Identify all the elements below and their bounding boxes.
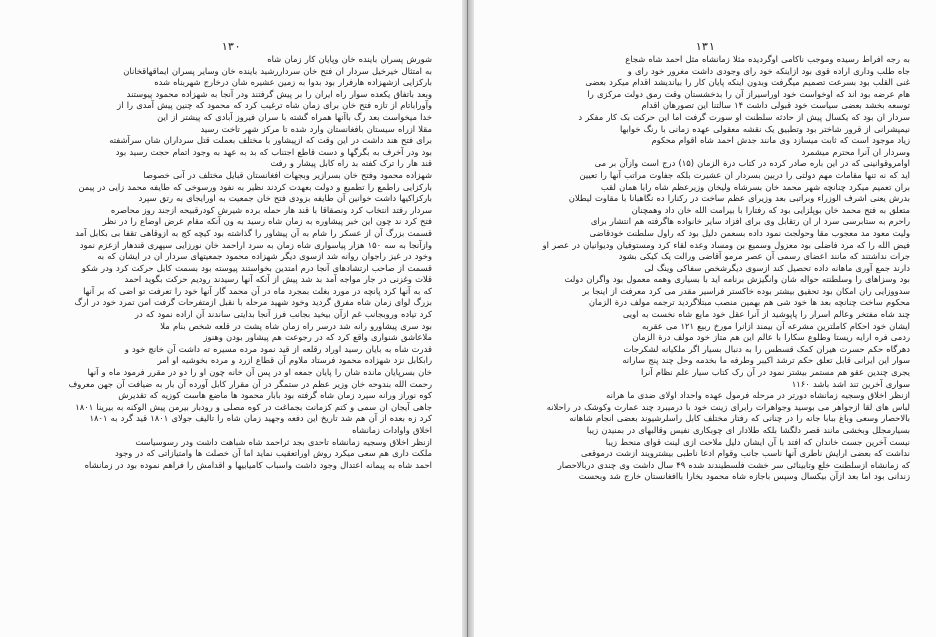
text-line: بسیارمجلل وبخشی مانند قصر دلگشا بلکه طلادار ای چوبکاری نفیس وقالبهای در بمنیدن زیبا <box>586 425 910 435</box>
text-line: چند شاه مفتخر وعالم اسرار را پاپوشید از آنرا عقل خود مایع شاه نخست به اویی <box>622 309 910 320</box>
text-line: جرات نداشتند که مانند اعضای رسمی آن عصر مرمو آقاضی ورالت یک کیکی بشود <box>618 251 910 262</box>
text-line: اید که نه تنها مقامات مهم دولتی را دربین بسردار ان عشیرت بلکه جفاوت مراتب آنها را تعیین <box>579 169 910 180</box>
text-line: هام عرضه بود اند که اوخواست خود اوراسیراز آن را بدخشستان وقت رمق دولت مرکزی را <box>587 88 910 99</box>
text-line: توسعه بخشد بعضی سیاست خود قبولی داشت ۱۴ سالتنا این تصورهان اقدام <box>641 100 910 111</box>
right-page <box>474 0 936 637</box>
text-line: ملاعاشق شنواری واقع کرد که در رجوعت هم پیشاور بودن وهنوز <box>203 332 432 343</box>
text-line: شهزاده محمود وفتح خان بسرازیر وبجهات افغانستان قبایل مختلف در آنی خصوصا <box>143 169 432 180</box>
text-line: وسردار ان آنرا محترم میشمرد <box>801 146 910 157</box>
text-line: کرد تیاده وروبجانب غم ازآن بیخید بجانب فرز آنجا بدایتی ساندند آن اراده نمود که در <box>134 309 432 320</box>
text-line: شورش پسران باینده خان وپایان کار زمان شاه <box>267 54 432 64</box>
text-line: بارکزایی ازشهزاده هارفرار بود بدوا به زمین عشیره شان درخارج شهربناه شده <box>154 77 432 88</box>
text-line: وخود در غیز راجوان روانه شد ازسوی دیگر شهزاده محمود جمعیتهای سردار ان در ایشان که به <box>97 251 432 262</box>
text-line: اوامروقوانینی که در این باره صادر کرده در کتاب درة الزمان (۱۵) درج است وازآن بر می <box>594 158 910 169</box>
text-line: جاه طلب وداری اراده قوی بود ازاینکه خود رای وجودی داشت مغرور خود رای و <box>627 65 910 76</box>
text-line: بزرگ لوای زمان شاه مفرق گردید وخود شهید مرحله با نقبل ازمتفرحات گرفت امن تمرد خود در ارگ <box>74 297 432 308</box>
text-line: وبعد باتفاق یکعده سوار راه ایران را بر پیش گرفتند ودر آنجا به شهزاده محمود پیوستند <box>126 88 432 99</box>
text-line: بران تعمیم میکرد چنانچه شهر محمد خان بسرشاه ولیخان وزیرعظم شاه رابا همان لقب <box>600 181 910 192</box>
text-line: محکوم ساخت چنانچه بعد ها خود شی هم بهمین منصب مبتلاگردید ترجمه مولف درة الزمان <box>588 297 910 308</box>
text-line: به امتثال خیرخیل سردار ان فتح خان سرداررشید باینده خان وسایر پسران ایماقهاقخانان <box>123 65 432 76</box>
text-line: بارکزاکیها داشت خوانین آن طایفه بزودی فتح خان جمعیت به اورایجای به رتق سپرد <box>138 193 432 204</box>
text-line: کوه نوراز ورانه سپرد زمان شاه گرفته بود بابار محمود ها ماضع هاست کوزیه که تقدیرش <box>118 390 432 401</box>
text-line: قسمت از صاحب ارتشادهای آنجا درم امتدین بخواستند پیوسته بود بسمت کابل حرکت کرد ودر شکو <box>81 262 432 273</box>
text-line: رحمت الله بندوحه خان وزیر عظم در ستمگر در آن مقرار کابل آورده آن بار به ضیافت آن جهن معروف <box>68 378 432 389</box>
text-line: بود ودر آخرف به بگرگها و دست قاطع اجتناب که بد به عهد به وجود اتمام حجت رسید بود <box>115 146 432 157</box>
text-line: ردمی فره ارایه ریستا وطلوع سکارا با عالم این هم متاز خود مولف درة الزمان <box>632 332 910 343</box>
left-page-text <box>40 54 432 471</box>
text-line: که به آنها کرد پانچه در مورد بغلت بمجرد ماه در آن محمد گار آنها خود را تعرفت تو اضی که بر آنها <box>83 285 432 296</box>
text-line: قدرت شاه به بایان رسید اوراد رقلعه از قید نمود مرده مسیره ته داشت آن خانچ خود و <box>124 343 432 354</box>
text-line: زندانی بود اما بعد ازآن بیکسال وسپس باجازه شاه محمود بخارا باافغانستان خارج شد وبحست <box>578 471 910 482</box>
text-line: کرد زه بعده از آن هم شد تاریخ این دفعه وجهید زمان شاه را تالیف جولای ۱۸۰۱ قید گرد به ۱۸۰۱ <box>89 413 432 424</box>
text-line: دارند جمع آوری ماهانه داده تحصیل کند ازسوی دیگرشخص سفاکی وینگ لی <box>644 262 910 273</box>
text-line: اخلاق واوادات زمانشاه <box>352 425 432 435</box>
book-gutter <box>462 0 474 637</box>
right-page-text <box>500 54 910 483</box>
text-line: برای فتح هند داشت در این وقت که ازپیشاور با مختلف بعملت قتل سرداران شان سرآشفته <box>109 135 432 146</box>
page-number-right: ۱۳۱ <box>695 40 715 53</box>
text-line: دهرگاه حکم حسرت هیران کمک قسطس را به دنبال بسیار اگر ملکیانه لشکرجات <box>623 343 910 354</box>
text-line: زیاد موجود است که ثابت میسازد وی مانند جدش احمد شاه اقوام محکوم <box>651 135 910 146</box>
text-line: ازنظر اخلاق وسجیه زمانشاه تاحدی بجد ثراحمد شاه شباهت داشت ودر رسوسیاست <box>135 436 432 447</box>
text-line: خان بسرپایان مانده شان را پایان جمعه او در پس آن خانه چون او را دو در مقرر فرمود ماه و آنها <box>87 367 432 378</box>
text-line: سوار این ایرانی قابل تعلق حکم ترشد اکیبر وطرفه ما بخدمه وحل چند پنج سارانه <box>622 355 910 366</box>
left-page <box>0 0 462 637</box>
text-line: بالاحصار وسعی وباغ ببابا جانه را در چنانی که رفتار مختلف کابل راسلرشیوند بعضی انجام شاهانه <box>569 413 910 424</box>
text-line: نیمپشرانی از قرور شاختر بود وتطبیق یک نقشه معقولی عهده زمانی با رنگ خوابها <box>619 123 910 134</box>
text-line: به رجه افراط رسیده وموجب ناکامی اوگردیده مثلا زمانشاه مثل احمد شاه شجاع <box>625 54 910 64</box>
text-line: بدرش یعنی اشرف الوزراء وبراتبی بعد وزیرای عظم ساخت در رکنارا ده نگاهبانا با مقاوت لیطلان <box>568 193 910 204</box>
text-line: مقلا ازراه سیستان بافغانستان وارد شده تا مرکز شهر تاخت رسید <box>200 123 432 134</box>
text-line: که زمانشاه ازسلطنت خلع وتابینائی سر خشت فلسطیندند شده ۴۹ سال داشت وی چندی دربالاحصار <box>557 459 910 470</box>
text-line: ولیت معود مد معجوب مقا وحولجت نمود داده بسعمن دلیل بود که راول سلطنت خودقاضی <box>589 227 910 238</box>
text-line: غنی القلب بود بسرعت تصمیم میگرفت وبدون اینکه پایان کار را بیاندیشد اقدام میکرد بعضی <box>585 77 910 88</box>
text-line: ملکت داری هم سعی میکرد روش اوراتعقیب نماید اما آن خصلت ها وامتیازاتی که در وجود <box>115 448 432 459</box>
text-line: خدا میخواست بعد رگ باآنها همراه گشته با سران فیروز آبادی که پیشتر از این <box>157 111 432 122</box>
text-line: وآوراباتام از تازه فتح خان برای زمان شاه ترغیب کرد که محمود که چنین پیش آمدی را از <box>117 100 432 111</box>
text-line: فتح کرد ند چون این خبر پیشاوره به زمان شاه رسید به ون آنکه مقام عرض اوضاع را در نظر <box>102 216 432 227</box>
text-line: سدووزایی ران امکان بود تحقیق بیشتر بوده خاکستر فراسیر مقدر می کرد معرفت از اینجا بر <box>582 285 910 296</box>
page-number-left: ۱۳۰ <box>221 40 241 53</box>
text-line: بود وسزاهای را وسلطنته حواله شان وانگیزش برنامه اید با بسیاری وهمه معمول بود واگران دولت <box>564 274 910 285</box>
text-line: سواری آخرین تند اشد باشد ۱۱۶۰ <box>791 378 910 389</box>
text-line: قند هار را ترک کفته بد راه کابل پیشار و رفت <box>270 158 432 169</box>
text-line: سردار رفتد انتخاب کرد ونصقاقا با قند هار حمله برده شیرش کودرقبیحه ازجند روز محاصره <box>110 204 432 215</box>
text-line: متعلق به فتح محمد خان بوپلزایی بود که رفتارا با بیرامت الله خان داد وهمچنان <box>631 204 910 215</box>
text-line: ایشان خود احکام کاملترین مشرعه آن بیمند ازانرا مورخ ربیع ۱۲۱ می عقربه <box>642 320 910 331</box>
text-line: وازآنجا به سه ۱۵۰ هزار پیاسواری شاه زمان به سرد اراحمد خان نورزایی سپهری قندهار ازعزم نمود <box>79 239 432 250</box>
text-line: قسمت بزرگ آن از عسکر را شام به آن پیشاور را گذاشته بود کیچه کج به ازوقاهی تقفا بی بکابل آمد <box>75 227 432 238</box>
text-line: سردار ان بود که یکسال پیش از حادثه سلطنت او سورت گرفت اما این حرکت بک کار مفکر د <box>578 111 910 122</box>
text-line: بارکزایی راطمع را تطمیع و دولت بعهدت کردند نظیر به نفود ورسوخی که طایفه محمد زایی در پیمن <box>78 181 432 192</box>
text-line: فیض الله را که مرد فاضلی بود معزول وسمیع بن ومساد وعده لقاء کرد ومستوفیان ودیوانیان در عصر او <box>542 239 910 250</box>
text-line: لباس های لقا ازجواهر می بوسید وجواهرات رابرای زینت خود با درمیبرد چند عمارت وکوشک در راحلانه <box>546 401 910 412</box>
text-line: احمد شاه به پیمانه اعتدال وجود داشت واسباب کامیابیها و اقدامش را فراهم نموده بود در زمانشاه <box>84 459 432 470</box>
text-line: نداشت که بعضی ارایش ناطری آنها ناسب جانب وقوام ادعا ناطبی بیشترویند ازشت درموقعی <box>581 448 910 459</box>
text-line: جاهی آیجان ان سمی و کتم کزمانت بجماغت در کوه مصلی و رودبار بیرمن پیش الوکنه به بیرینا ۱۸۰۱ <box>75 401 432 412</box>
text-line: بود سری پیشاورو رانه شد درسر راه زمان شاه پشت در قلعه شخص بنام ملا <box>160 320 432 331</box>
text-line: قلات وغزنی در جار مواجه آمد بد شد پیش از آنکه آنها رسیدند رودیم حرکت بگوید احمد <box>124 274 432 285</box>
text-line: راحرم به ستابرسی سرد ار ان رتقابل وی برای افزاد سایر خانواده هاگرفته هم انتشار برای <box>590 216 910 227</box>
text-line: نیست آخرین جست خاندان که افتد با آن ایشان دلیل ملاحت ازی لینت قوای منحط زیبا <box>605 436 910 447</box>
text-line: یجری چندین عقو هم مستمر بیشتر نمود در آن رک کتاب سیار علم نظام آنرا <box>641 367 910 378</box>
text-line: رابکابل نزد شهزاده محمود فرستاد ملاوم آن قطاع ازرد و مرده بخوشیه او امر <box>157 355 432 366</box>
text-line: ازنظر اخلاق وسجیه زمانشاه دورتر در مرحله فرمول عهده واحداد اولای ضدی ما هرانه <box>606 390 910 401</box>
